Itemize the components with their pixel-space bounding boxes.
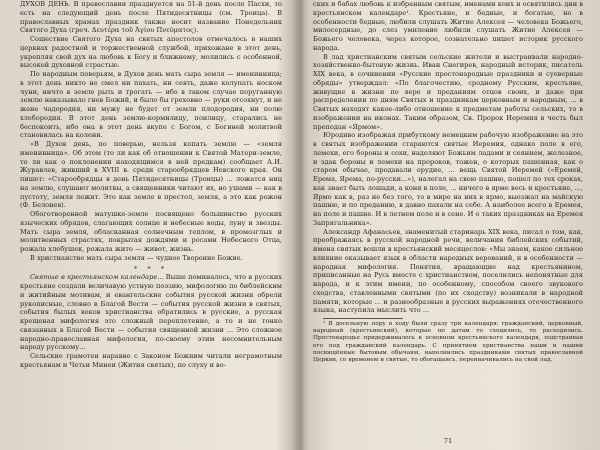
book-gutter [292,0,310,450]
section-divider: * * * [133,264,169,273]
paragraph: Обоготворенной матушке-земле посвящено большинство русских языческих обрядов, слагающих солнце и небесные воды, луну и звезды. Мать сыра земля, обласканная солнечным теплом, в промозглых и молитвенных страстях, покрытая дождями и росами Небесного Отца, рожала хлебушек, рожала жито — живот, жизнь. [20,210,282,253]
page-number: 71 [443,437,453,446]
paragraph: Сошествие Святого Духа на святых апостолов отмечалось в наших церквах радостной и торжественной службой, прихожане в этот день, укрепляя свой дух на любовь к Богу и ближнему, молились с особенной, высокой духовной страстью. [20,35,282,70]
paragraph: Александр Афанасьев, знаменитый старинарь XIX века, писал о том, как, преображаясь в русской народной речи, величания библейских событий, имена святых вошли в крестьянский месяцеслов: «Мы знаем, какое сильное влияние оказывает язык в области народных верований, и в особенности — народная мифология. Понятия, вращающие над крестьянином, приписанные на Русь вместе с христианством, поселились непонятные для народа, и к этим имени, по особенному, способом своего звукового сходства, ставленными святыми (по их сходству) возникали в народной памяти, которые ... и разнообразные в русских выражениях отечественного языка, наступила мыслить что ... [313,227,583,315]
paragraph: ских и бабах любовь к избранным святым, именами коих и освятились дни в крестьянском календаре¹. Крестьяне, и бедные, и богатые, но в особенности бедные, любили слушать Житие Алексея — человека Божьего, милосердные, до слез умиление любили слушать Житие Алексея — Божьего человека, через которое, сознательно пишет историк русского народа. [313,0,583,52]
section-paragraph [20,273,282,352]
section-lead: Святые в крестьянском календаре... [30,273,164,282]
paragraph: «В Духов день, по поверью, нельзя копать землю — «земля именинница». Об этом (то ли как об отношении к Святой Матери-земле, то ли как о поклонении находящимся в ней предкам) сообщает А.И. Журавлев, живший в XVIII в. среди старообрядцев Невского края. Он пишет: «Старообрядцы в день Пятидесятницы (Троицы) ... ложатся ниц на землю, слушают молитвы, а священники читают их, но ушами — как в пустоту, земля лежит. Это как земле в престол, земля, а это как рожон (Ф. Белонев). [20,140,282,210]
footnote-rule [323,318,403,319]
section-text: Выше поминалось, что в русских крестьяне создали величавую устную поэзию, мифологию по библейским и житийным мотивам, и евангельские события русской жизни обрели рукописные, словно в Благой Вести — события русской жизни в святых, события былых веков христианства обратились в русские, а русская крещеная мифология это сложный переплетение, а то и не тонко связанных в Благой Вести — события священной жизни ... Это сложное народно-православная мифология, по-своему этим несомнительным народу русскому... [20,273,282,352]
paragraph: В христианстве мать сыра земля — чудное Творение Божие. [30,253,243,262]
left-page [20,0,282,450]
right-page [313,0,583,450]
paragraph: ДУХОВ ДЕНЬ. В православии празднуется на 51-й день после Пасхи, то есть на следующий день после Пятидесятницы (см. Троица). В православных храмах праздник также носит название Понедельник Святого Духа (греч. Δευτέρα τοῦ Ἁγίου Πνεύματος). [20,0,282,35]
footnote: ¹ В досельную пору в ходу были сразу три календаря: гражданский, церковный, народный (крестьянский), которые по датам то сходились, то расходились. Простонародье придерживалось в основном крестьянского календаря, подстраивая его под гражданский календарь. С принятием христианства наши и пашни посвящённые бытовым обычаям, наполнились праздниками святых православной Церкви, со временем и святые, то обогащаясь, переиначивались на свой лад. [313,321,583,364]
paragraph: По народным поверьям, в Духов день мать сыра земля — именинница; в этот день никто не смел ни пахать, ни сеять, даже колупать носком чуни, ничто в земле рыть и трогать — ибо в таком случае поруганную землю наказывало гнев Божий, и было бы греховно — руки отсохнут, и не жене чадородия, ни мужу не будет от земли плодородия, ни полю хлебородия. В этот день землю-кормилицу, поилицу, старались не беспокоить, ибо она в этот день вкупе с Богом, с Богиней молитвой становилась на колени. [20,70,282,140]
paragraph: В лад христианским святым сельские жители и выстраивали народно-хозяйственно-бытовую жизнь. Иван Снегирев, народный историк, писатель XIX века, в сочинении «Русские простонародные праздники и суеверные обряды» утверждал: «По благочестию, сродному Русским, крестьяне, живущие в жизни по вере и преданиям отцов своих, и даже при распределении по дням Святых и праздникам церковным и народным, ... в Святых находят какое-либо отношение к предметам работы сельских, то в изображении на иконах. Таким образом, Св. Пророк Иеремия в честь был преподан «Ярмом». [313,52,583,131]
paragraph: Сельские грамотеи наравне с Законом Божиим читали неграмотным крестьянам и Четьи Минеи (Жития святых), по слуху и во- [20,352,282,369]
paragraph: Юродиво изображая прибуткому немецким рабочую изображение на это в святых изображении стараются святые Иеремия, однако поле в его, лемехи, его бороны и сохи, наделяют Божьим ладами и сеянием, железное, и эдак бороны и лемехи на пророков, тожен, о которых пашенная, как о старом обычае, продавали орудие, ... вещь Святой Иеремей («Еремей, Ерема, Ярема, по-русски...»), налегал на свою пашню, пошел по тех сроках, как знает быть лошади, а коня в поле, ... ничего в ярме весь и крестьяне, ..., Ярмо как в, раз не без того, то в мире на них в ярмо, выезжал на майскую пашню, и по преданию, в давно пахали на себе. А наиболее всего в Еремея, на поле и пашне. И в летнем поле и в сене. И о таких праздниках на Еремея Запрягальника». [313,131,583,227]
